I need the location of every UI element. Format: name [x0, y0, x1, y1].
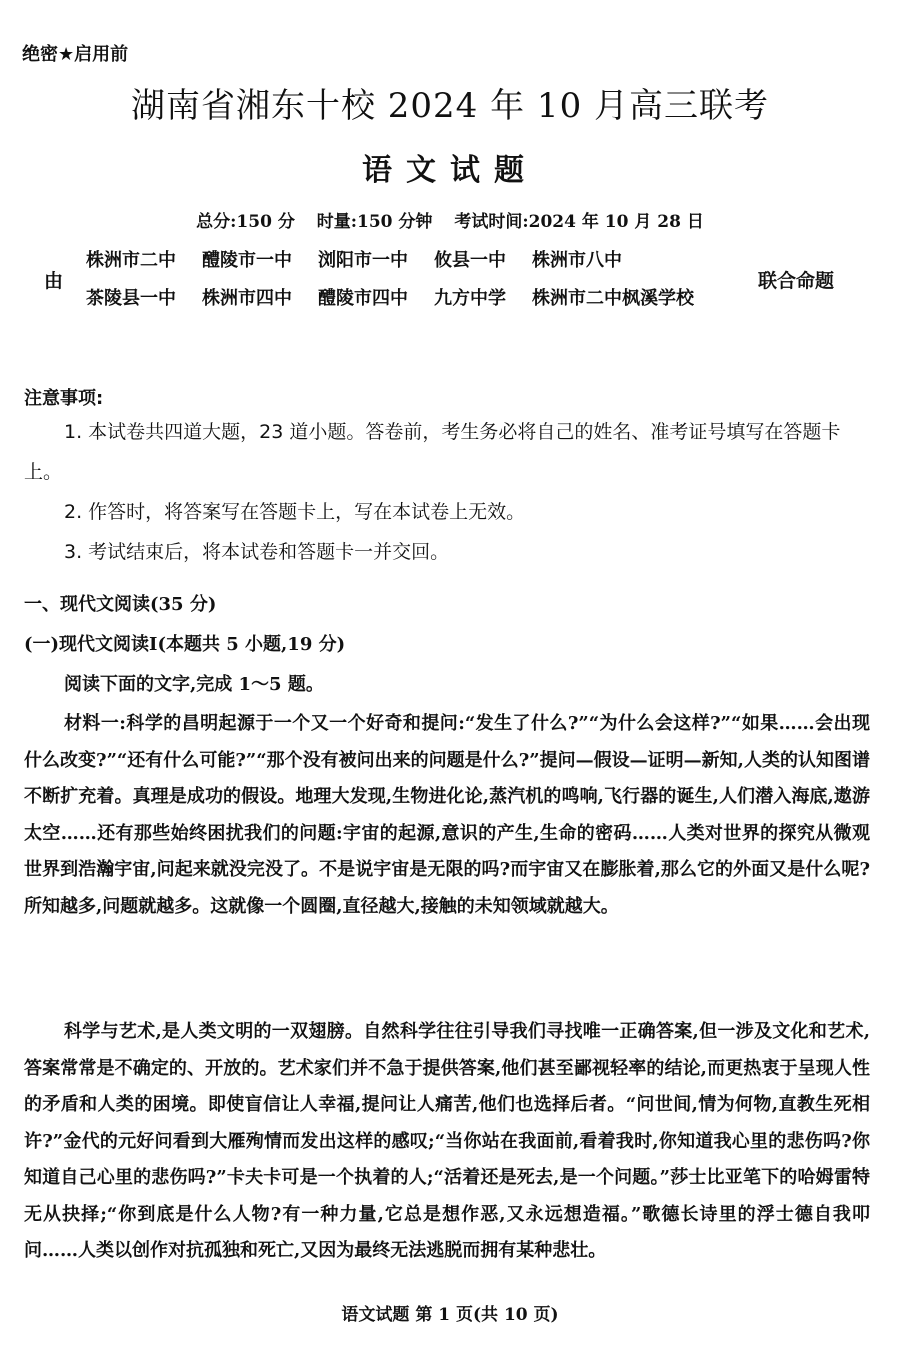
notice-item: 1. 本试卷共四道大题，23 道小题。答卷前，考生务必将自己的姓名、准考证号填写在答题卡上。 [24, 421, 841, 483]
section-title: 一、现代文阅读(35 分) [24, 594, 217, 615]
school-name: 茶陵县一中 [86, 288, 176, 309]
notice-item: 3. 考试结束后，将本试卷和答题卡一并交回。 [64, 541, 450, 563]
notice-heading: 注意事项: [24, 388, 104, 409]
passage-paragraph: 材料一:科学的昌明起源于一个又一个好奇和提问:“发生了什么?”“为什么会这样?”“如果……会出现什么改变?”“还有什么可能?”“那个没有被问出来的问题是什么?”提问—假设—证明—新知,人类的认知图谱不断扩充着。真理是成功的假设。地理大发现,生物进化论,蒸汽机的鸣响,飞行器的诞生,人们潜入海底,遨游太空……还有那些始终困扰我们的问题:宇宙的起源,意识的产生,生命的密码……人类对世界的探究从微观世界到浩瀚宇宙,问起来就没完没了。不是说宇宙是无限的吗?而宇宙又在膨胀着,那么它的外面又是什么呢?所知越多,问题就越多。这就像一个圆圈,直径越大,接触的未知领域就越大。 [24, 713, 870, 917]
school-name: 株洲市四中 [202, 288, 292, 309]
confidential-mark: 绝密★启用前 [22, 44, 129, 65]
school-name: 九方中学 [434, 288, 506, 309]
school-name: 浏阳市一中 [318, 250, 408, 271]
exam-title: 湖南省湘东十校 2024 年 10 月高三联考 [130, 86, 770, 126]
schools-row-2 [86, 284, 720, 310]
exam-meta [0, 207, 900, 232]
subsection-title: (一)现代文阅读Ⅰ(本题共 5 小题,19 分) [24, 634, 346, 655]
passage-paragraph: 科学与艺术,是人类文明的一双翅膀。自然科学往往引导我们寻找唯一正确答案,但一涉及文化和艺术,答案常常是不确定的、开放的。艺术家们并不急于提供答案,他们甚至鄙视轻率的结论,而更热衷于呈现人性的矛盾和人类的困境。即使盲信让人幸福,提问让人痛苦,他们也选择后者。“问世间,情为何物,直教生死相许?”金代的元好问看到大雁殉情而发出这样的感叹;“当你站在我面前,看着我时,你知道我心里的悲伤吗?你知道自己心里的悲伤吗?”卡夫卡可是一个执着的人;“活着还是死去,是一个问题。”莎士比亚笔下的哈姆雷特无从抉择;“你到底是什么人物?有一种力量,它总是想作恶,又永远想造福。”歌德长诗里的浮士德自我叩问……人类以创作对抗孤独和死亡,又因为最终无法逃脱而拥有某种悲壮。 [24, 1021, 870, 1261]
schools-row-1 [86, 246, 648, 272]
page-footer: 语文试题 第 1 页(共 10 页) [341, 1305, 559, 1325]
school-name: 株洲市二中 [86, 250, 176, 271]
time-limit: 时量:150 分钟 [316, 212, 433, 232]
school-name: 株洲市二中枫溪学校 [532, 288, 694, 309]
subject-title: 语文试题 [362, 153, 538, 188]
school-name: 攸县一中 [434, 250, 506, 271]
total-score: 总分:150 分 [196, 212, 295, 232]
school-name: 醴陵市一中 [202, 250, 292, 271]
joint-label: 联合命题 [758, 270, 835, 292]
school-name: 株洲市八中 [532, 250, 622, 271]
school-name: 醴陵市四中 [318, 288, 408, 309]
by-label: 由 [44, 270, 64, 292]
notice-item: 2. 作答时，将答案写在答题卡上，写在本试卷上无效。 [64, 501, 526, 523]
exam-date: 考试时间:2024 年 10 月 28 日 [454, 212, 704, 232]
reading-instruction: 阅读下面的文字,完成 1～5 题。 [64, 674, 324, 695]
